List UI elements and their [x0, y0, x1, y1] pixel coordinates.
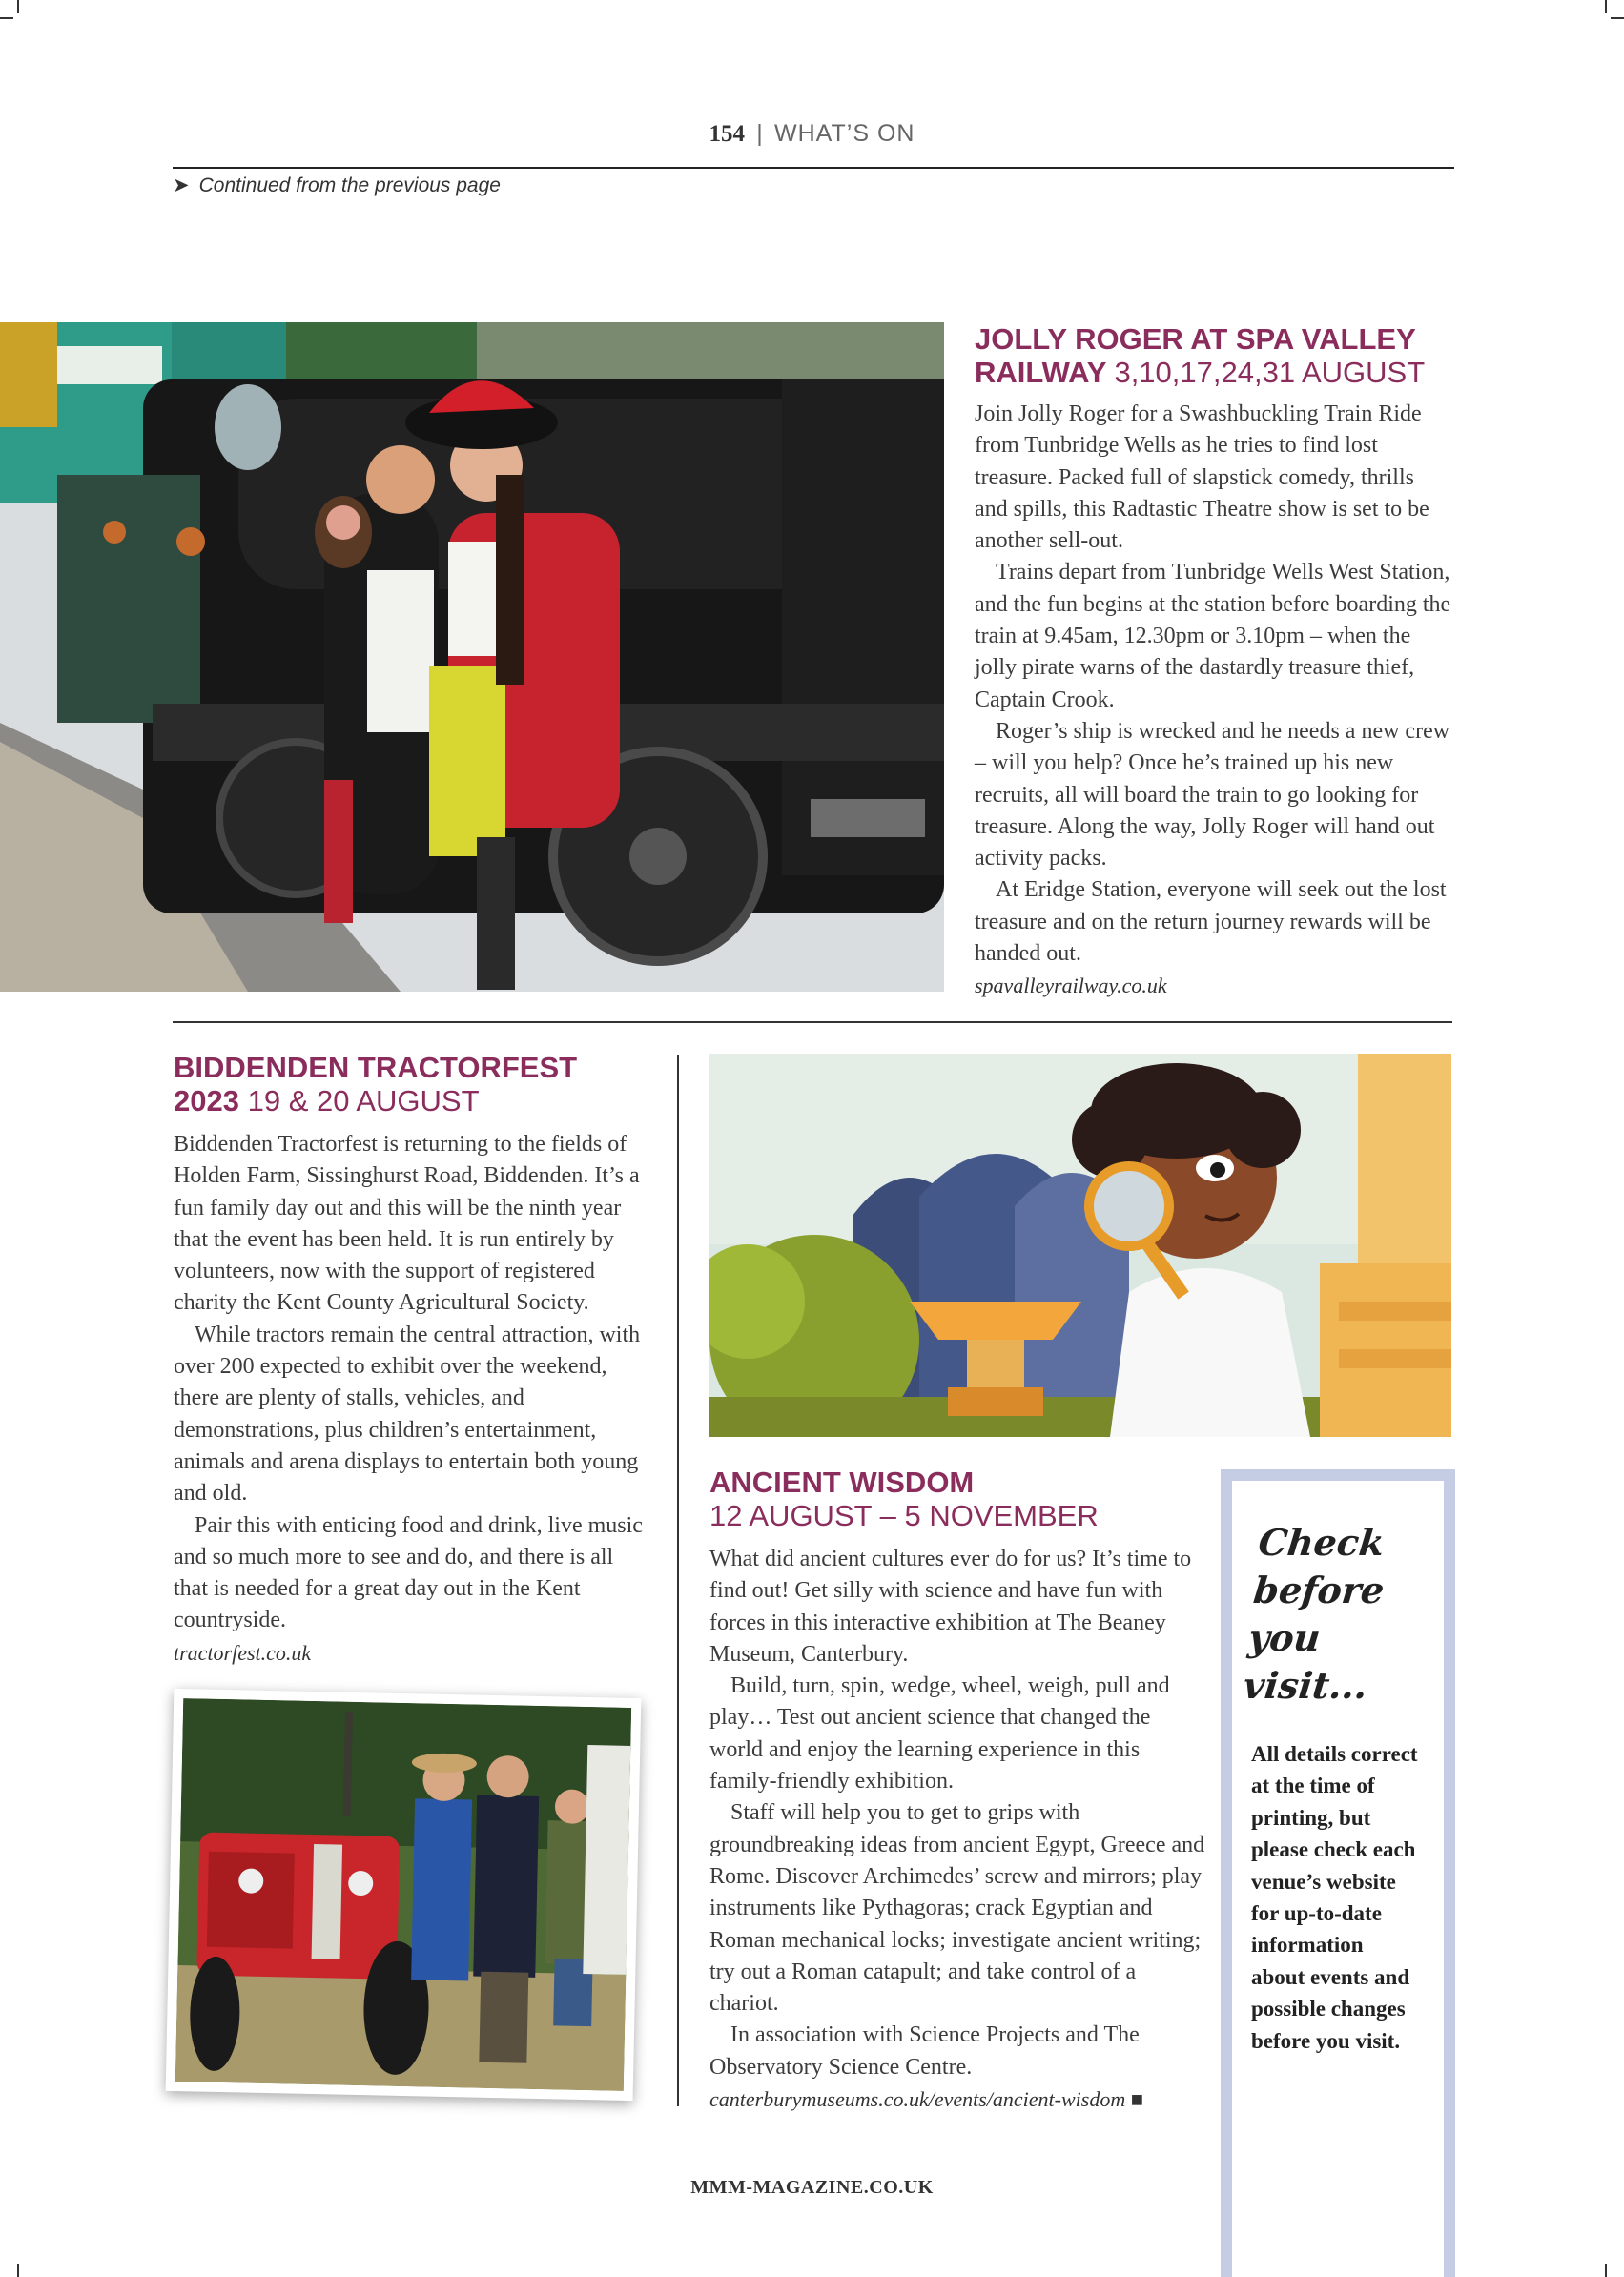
article-heading [174, 1051, 650, 1118]
end-mark-icon: ■ [1130, 2087, 1144, 2112]
column-divider [677, 1055, 679, 2106]
crop-mark [17, 2264, 19, 2277]
article-title: ANCIENT WISDOM [709, 1466, 975, 1499]
article-paragraph: At Eridge Station, everyone will seek out the lost treasure and on the return journey rewards will be handed out. [975, 877, 1447, 967]
footer-site[interactable]: MMM-MAGAZINE.CO.UK [690, 2177, 934, 2198]
crop-mark [1611, 17, 1624, 19]
website-link[interactable]: tractorfest.co.uk [174, 1640, 312, 1665]
article-dates: 19 & 20 AUGUST [247, 1084, 480, 1118]
article-biddenden [174, 1051, 650, 1669]
article-ancient-wisdom [709, 1466, 1205, 2115]
article-title: BIDDENDEN TRACTORFEST [174, 1051, 578, 1084]
article-body [709, 1544, 1205, 2083]
check-box-title: Check before you visit... [1241, 1521, 1387, 1707]
header-rule [173, 167, 1454, 169]
article-paragraph: What did ancient cultures ever do for us? It’s time to find out! Get silly with science and have fun with forces in this interactive exhibition at The Beaney Museum, Canterbury. [709, 1547, 1192, 1667]
article-paragraph: Pair this with enticing food and drink, live music and so much more to see and do, and there is all that is needed for a great day out in the Kent countryside. [174, 1512, 643, 1633]
arrow-icon: ➤ [173, 174, 190, 196]
check-before-you-visit-box [1221, 1469, 1455, 2277]
train-photo [0, 322, 944, 992]
article-title: JOLLY ROGER AT SPA VALLEY RAILWAY [975, 322, 1416, 389]
crop-mark [17, 0, 19, 13]
check-box-body: All details correct at the time of printing, but please check each venue’s website for up-to-date information about events and possible changes before you visit. [1251, 1742, 1418, 2053]
tractor-photo [166, 1689, 642, 2101]
page-number: 154 [709, 121, 746, 147]
page-header [0, 120, 1624, 148]
crop-mark [0, 17, 13, 19]
article-title-year: 2023 [174, 1084, 239, 1118]
article-dates: 3,10,17,24,31 AUGUST [1114, 356, 1426, 389]
website-link[interactable]: canterburymuseums.co.uk/events/ancient-wisdom [709, 2087, 1126, 2112]
section-divider [173, 1021, 1452, 1023]
article-body [975, 399, 1451, 970]
article-paragraph: Staff will help you to get to grips with groundbreaking ideas from ancient Egypt, Greece and Rome. Discover Archimedes’ screw and mirrors; play instruments like Pythagoras; crack Egyptian and Roman mechanical locks; investigate ancient writing; try out a Roman catapult; and take control of a chariot. [709, 1800, 1205, 2017]
museum-illustration [709, 1054, 1451, 1437]
article-paragraph: Join Jolly Roger for a Swashbuckling Train Ride from Tunbridge Wells as he tries to find lost treasure. Packed full of slapstick comedy, thrills and spills, this Radtastic Theatre show is set to be another sell-out. [975, 401, 1429, 554]
continued-note [173, 174, 501, 197]
article-paragraph: Biddenden Tractorfest is returning to the fields of Holden Farm, Sissinghurst Road, Biddenden. It’s a fun family day out and this will be the ninth year that the event has been held. It is run entirely by volunteers, now with the support of registered charity the Kent County Agricultural Society. [174, 1132, 640, 1316]
article-paragraph: While tractors remain the central attraction, with over 200 expected to exhibit over the weekend, there are plenty of stalls, vehicles, and demonstrations, plus children’s entertainment, animals and arena displays to entertain both young and old. [174, 1322, 641, 1507]
crop-mark [1605, 2264, 1607, 2277]
crop-mark [1605, 0, 1607, 13]
article-paragraph: Build, turn, spin, wedge, wheel, weigh, pull and play… Test out ancient science that changed the world and enjoy the learning experience in this family-friendly exhibition. [709, 1673, 1170, 1795]
continued-text: Continued from the previous page [198, 174, 501, 196]
header-separator: | [756, 120, 763, 147]
article-heading [709, 1466, 1205, 1532]
website-link[interactable]: spavalleyrailway.co.uk [975, 974, 1167, 998]
article-dates: 12 AUGUST – 5 NOVEMBER [709, 1499, 1099, 1532]
section-title: WHAT’S ON [774, 120, 915, 147]
article-jolly-roger [975, 322, 1451, 1001]
article-paragraph: Trains depart from Tunbridge Wells West Station, and the fun begins at the station before boarding the train at 9.45am, 12.30pm or 3.10pm – when the jolly pirate warns of the dastardly treasure thief, Captain Crook. [975, 560, 1451, 712]
article-paragraph: Roger’s ship is wrecked and he needs a new crew – will you help? Once he’s trained up his new recruits, all will board the train to go looking for treasure. Along the way, Jolly Roger will hand out activity packs. [975, 718, 1450, 872]
article-heading [975, 322, 1451, 389]
article-body [174, 1129, 650, 1637]
article-paragraph: In association with Science Projects and The Observatory Science Centre. [709, 2022, 1140, 2080]
website-link-row [709, 2083, 1205, 2115]
